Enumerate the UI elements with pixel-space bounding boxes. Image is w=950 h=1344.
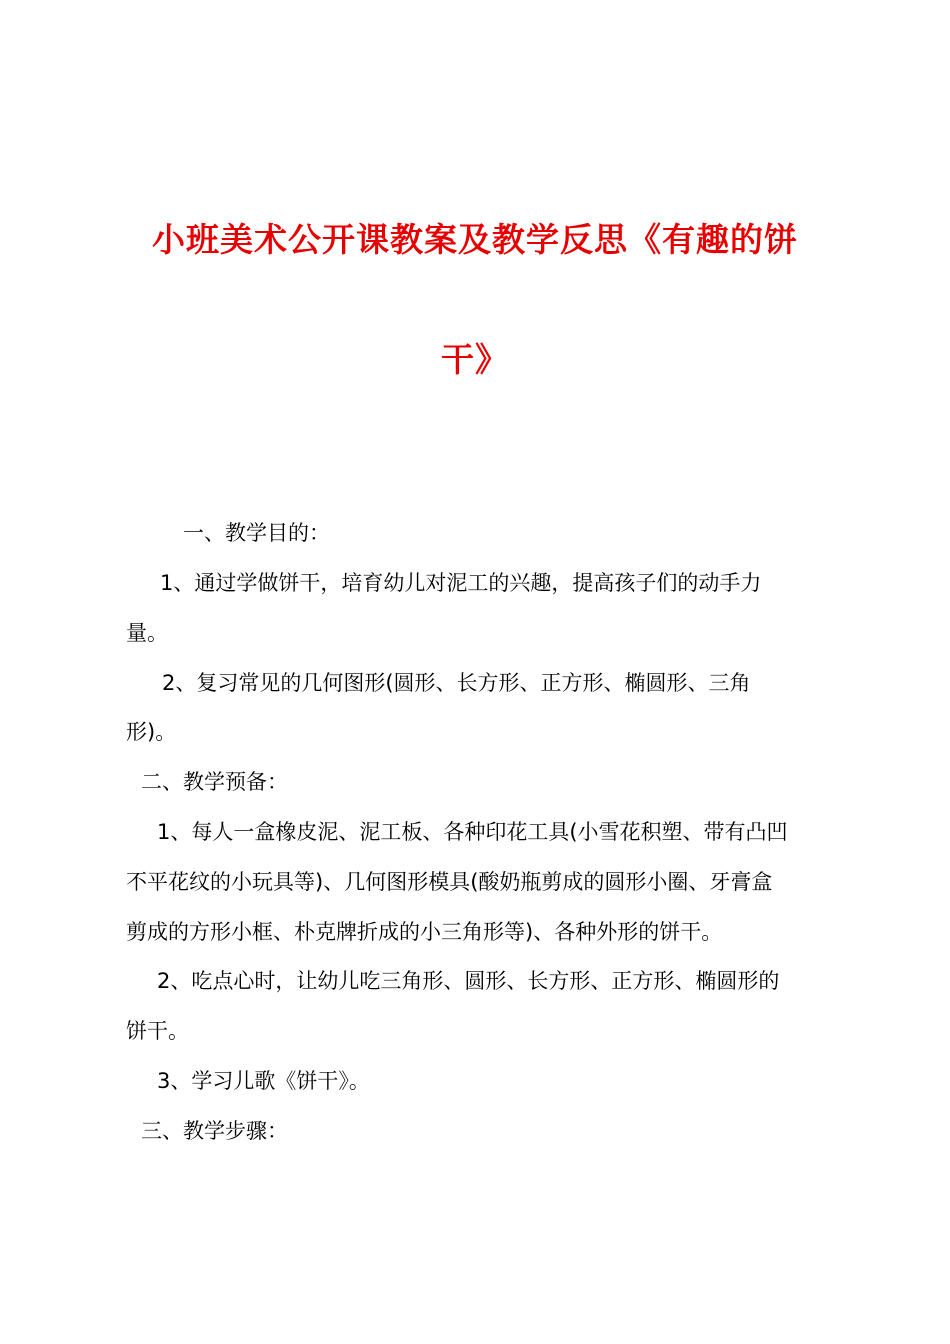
section-heading-steps: 三、教学步骤： bbox=[141, 1119, 288, 1143]
paragraph-line: 2、吃点心时，让幼儿吃三角形、圆形、长方形、正方形、椭圆形的 bbox=[157, 969, 780, 993]
paragraph-line: 1、通过学做饼干，培育幼儿对泥工的兴趣，提高孩子们的动手力 bbox=[160, 571, 762, 595]
document-title-line-1: 小班美术公开课教案及教学反思《有趣的饼 bbox=[152, 220, 798, 259]
paragraph-line: 饼干。 bbox=[126, 1019, 189, 1043]
paragraph-line: 1、每人一盒橡皮泥、泥工板、各种印花工具(小雪花积塑、带有凸凹 bbox=[157, 820, 788, 844]
paragraph-line: 量。 bbox=[126, 621, 168, 645]
paragraph-line: 2、复习常见的几何图形(圆形、长方形、正方形、椭圆形、三角 bbox=[162, 671, 751, 695]
section-heading-preparation: 二、教学预备： bbox=[141, 770, 288, 794]
document-title-line-2: 干》 bbox=[441, 340, 509, 379]
paragraph-line: 剪成的方形小框、朴克牌折成的小三角形等)、各种外形的饼干。 bbox=[126, 920, 723, 944]
paragraph-line: 形)。 bbox=[126, 720, 177, 744]
paragraph-line: 不平花纹的小玩具等)、几何图形模具(酸奶瓶剪成的圆形小圈、牙膏盒 bbox=[126, 870, 773, 894]
paragraph-line: 3、学习儿歌《饼干》。 bbox=[157, 1069, 370, 1093]
section-heading-objectives: 一、教学目的： bbox=[183, 521, 330, 545]
